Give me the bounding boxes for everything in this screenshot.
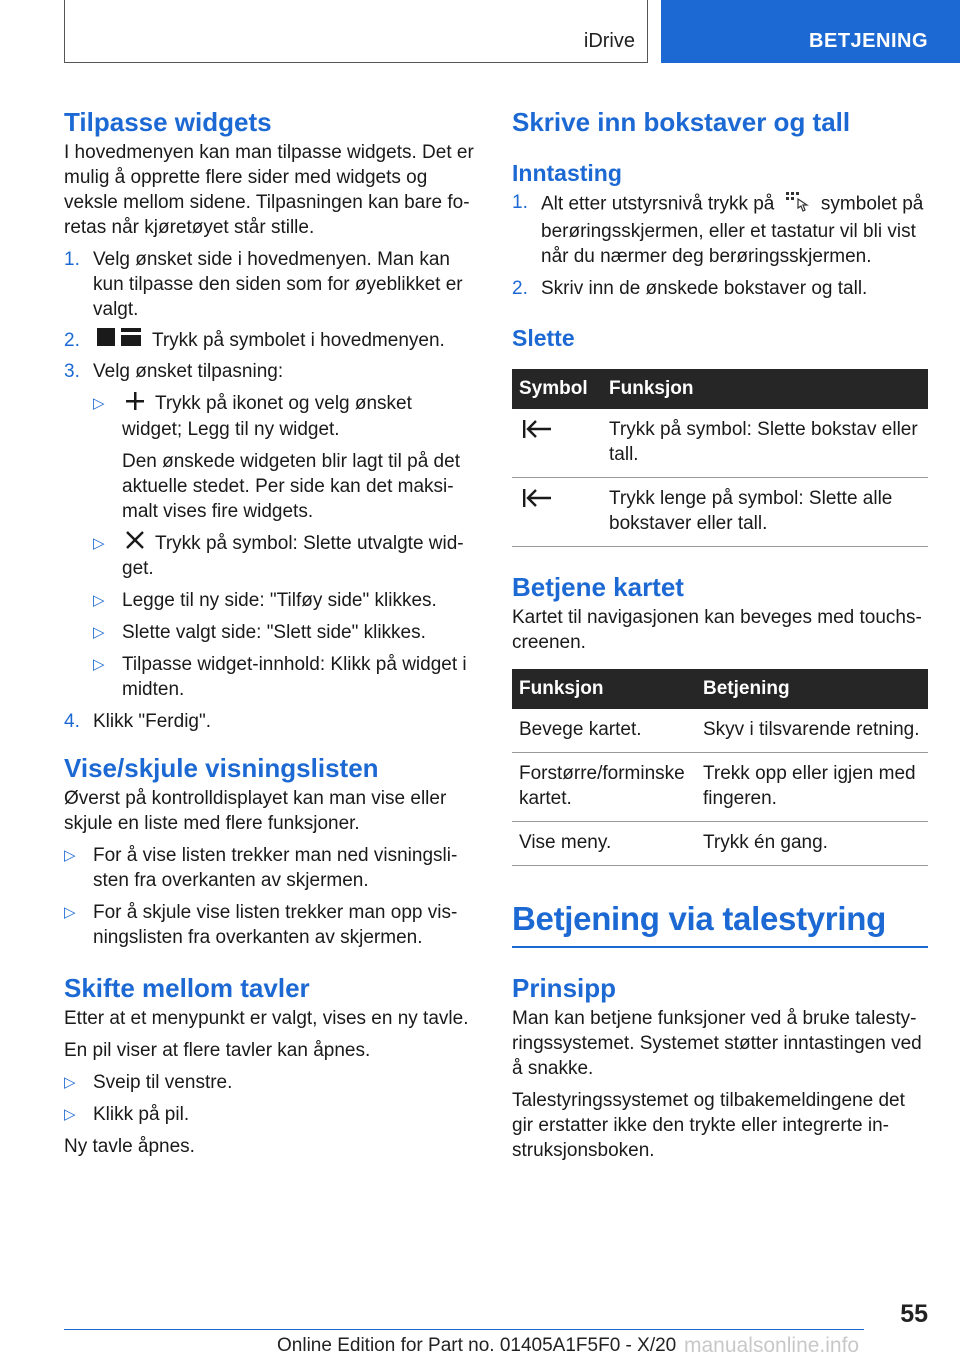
header-chapter-tab <box>661 0 960 63</box>
principle-p1: Man kan betjene funksjoner ved å bruke talesty- ringssystemet. Systemet støtter inntastingen ved å snakke. <box>512 1008 922 1079</box>
item-text: Sveip til venstre. <box>93 1072 233 1094</box>
table-row <box>512 478 928 547</box>
step-number: 2. <box>64 330 80 351</box>
list-item <box>64 620 476 645</box>
table-header-row <box>512 369 928 409</box>
list-item <box>64 843 476 893</box>
triangle-bullet-icon: ▷ <box>64 1074 76 1092</box>
subsection-title-entry: Inntasting <box>512 160 622 186</box>
triangle-bullet-icon: ▷ <box>64 904 76 922</box>
table-cell-symbol <box>512 409 602 478</box>
list-item <box>64 391 476 441</box>
map-intro: Kartet til navigasjonen kan beveges med touchs- creenen. <box>512 607 922 653</box>
table-header-cell: Funksjon <box>512 669 696 709</box>
step-number: 2. <box>512 278 528 299</box>
section-title-map: Betjene kartet <box>512 572 684 602</box>
footer-divider <box>64 1329 864 1330</box>
table-header-cell: Funksjon <box>602 369 928 409</box>
step-text: Skriv inn de ønskede bokstaver og tall. <box>541 278 868 299</box>
list-item <box>64 328 476 353</box>
table-cell: Trykk på symbol: Slette bokstav eller tall. <box>602 409 928 478</box>
section-title-display-list: Vise/skjule visningslisten <box>64 753 379 784</box>
list-item <box>64 1102 476 1127</box>
step-number: 3. <box>64 361 80 383</box>
option-text: Trykk på symbol: Slette utvalgte wid- get. <box>122 532 464 580</box>
item-text: Klikk på pil. <box>93 1104 190 1126</box>
table-cell: Trykk lenge på symbol: Slette alle bokstaver eller tall. <box>602 478 928 547</box>
touch-keyboard-icon <box>784 190 810 219</box>
display-list-intro: Øverst på kontrolldisplayet kan man vise eller skjule en liste med flere funksjoner. <box>64 788 447 835</box>
table-cell: Vise meny. <box>512 822 696 866</box>
table-cell: Forstørre/forminske kartet. <box>512 753 696 822</box>
header-section-box <box>64 0 648 63</box>
option-text: Legge til ny side: "Tilføy side" klikkes. <box>122 590 437 612</box>
section-title-widgets: Tilpasse widgets <box>64 107 272 137</box>
option-note: Den ønskede widgeten blir lagt til på det aktuelle stedet. Per side kan det maksi- malt vises fire widgets. <box>122 450 460 522</box>
step-text: Velg ønsket tilpasning: <box>93 361 284 383</box>
list-item <box>64 531 476 581</box>
widget-layout-icon <box>97 328 141 353</box>
footer-edition: Online Edition for Part no. 01405A1F5F0 - X/20 <box>277 1335 677 1356</box>
page-number: 55 <box>900 1300 928 1328</box>
step-text: Klikk "Ferdig". <box>93 711 212 733</box>
triangle-bullet-icon: ▷ <box>64 847 76 865</box>
table-cell: Skyv i tilsvarende retning. <box>696 709 928 753</box>
header-chapter-title: BETJENING <box>809 30 928 52</box>
step-number: 4. <box>64 711 80 733</box>
section-title-input: Skrive inn bokstaver og tall <box>512 107 851 137</box>
table-row <box>512 753 928 822</box>
switch-boards-p1: Etter at et menypunkt er valgt, vises en ny tavle. <box>64 1008 469 1030</box>
table-header-cell: Symbol <box>512 369 602 409</box>
item-text: For å vise listen trekker man ned visningsli- sten fra overkanten av skjermen. <box>93 845 458 892</box>
list-item <box>512 276 928 301</box>
list-item <box>64 900 476 950</box>
display-list-items <box>64 843 476 950</box>
triangle-bullet-icon: ▷ <box>93 624 105 642</box>
list-item <box>512 190 928 269</box>
left-column <box>64 100 476 1159</box>
right-column <box>512 100 928 1163</box>
table-row <box>512 709 928 753</box>
section-title-principle: Prinsipp <box>512 973 617 1003</box>
triangle-bullet-icon: ▷ <box>64 1106 76 1124</box>
widgets-final-step <box>64 709 476 734</box>
switch-boards-items <box>64 1070 476 1127</box>
close-icon <box>126 531 144 556</box>
backspace-arrow-icon <box>523 488 553 515</box>
item-text: For å skjule vise listen trekker man opp vis- ningslisten fra overkanten av skjermen. <box>93 902 458 949</box>
triangle-bullet-icon: ▷ <box>93 395 105 413</box>
triangle-bullet-icon: ▷ <box>93 534 105 552</box>
step-text: Velg ønsket side i hovedmenyen. Man kan kun tilpasse den siden som for øyeblikket er valgt. <box>93 249 463 320</box>
option-text: Trykk på ikonet og velg ønsket widget; Legg til ny widget. <box>122 393 412 440</box>
step-number: 1. <box>64 249 80 270</box>
list-item <box>64 1070 476 1095</box>
table-header-row <box>512 669 928 709</box>
plus-icon <box>126 392 144 417</box>
header-section-title: iDrive <box>583 30 635 52</box>
table-cell: Trekk opp eller igjen med fingeren. <box>696 753 928 822</box>
table-cell: Bevege kartet. <box>512 709 696 753</box>
table-cell: Trykk én gang. <box>696 822 928 866</box>
list-item <box>64 247 476 322</box>
list-item <box>64 652 476 702</box>
table-row <box>512 822 928 866</box>
list-item <box>64 709 476 734</box>
step-text-pre: Alt etter utstyrsnivå trykk på <box>541 193 775 215</box>
switch-boards-p2: En pil viser at flere tavler kan åpnes. <box>64 1040 371 1062</box>
backspace-arrow-icon <box>523 419 553 446</box>
triangle-bullet-icon: ▷ <box>93 656 105 674</box>
step-number: 1. <box>512 192 528 213</box>
customization-options <box>64 391 476 702</box>
option-text: Slette valgt side: "Slett side" klikkes. <box>122 622 426 644</box>
list-item-note <box>64 449 476 524</box>
table-row <box>512 409 928 478</box>
list-item <box>64 588 476 613</box>
widgets-steps <box>64 247 476 384</box>
watermark: manualsonline.info <box>684 1334 860 1357</box>
delete-table <box>512 369 928 547</box>
table-cell-symbol <box>512 478 602 547</box>
step-text-post: symbolet på berøringsskjermen, eller et tastatur vil bli vist når du nærmer deg berøringsskjermen. <box>541 193 924 267</box>
principle-p2: Talestyringssystemet og tilbakemeldingene det gir erstatter ikke den trykte eller integrerte in- struksjonsboken. <box>512 1090 905 1161</box>
subsection-title-delete: Slette <box>512 325 575 351</box>
map-table <box>512 669 928 866</box>
switch-boards-outro: Ny tavle åpnes. <box>64 1136 195 1158</box>
widgets-intro: I hovedmenyen kan man tilpasse widgets. Det er mulig å opprette flere sider med widgets og veksle mellom sidene. Tilpasningen kan bare fo- retas når kjøretøyet står stille. <box>64 142 474 238</box>
chapter-title-voice-control: Betjening via talestyring <box>512 896 928 948</box>
list-item <box>64 359 476 384</box>
entry-steps <box>512 190 928 301</box>
table-header-cell: Betjening <box>696 669 928 709</box>
option-text: Tilpasse widget-innhold: Klikk på widget i midten. <box>122 654 467 701</box>
section-title-switch-boards: Skifte mellom tavler <box>64 973 310 1004</box>
step-text: Trykk på symbolet i hovedmenyen. <box>151 330 445 351</box>
triangle-bullet-icon: ▷ <box>93 592 105 610</box>
